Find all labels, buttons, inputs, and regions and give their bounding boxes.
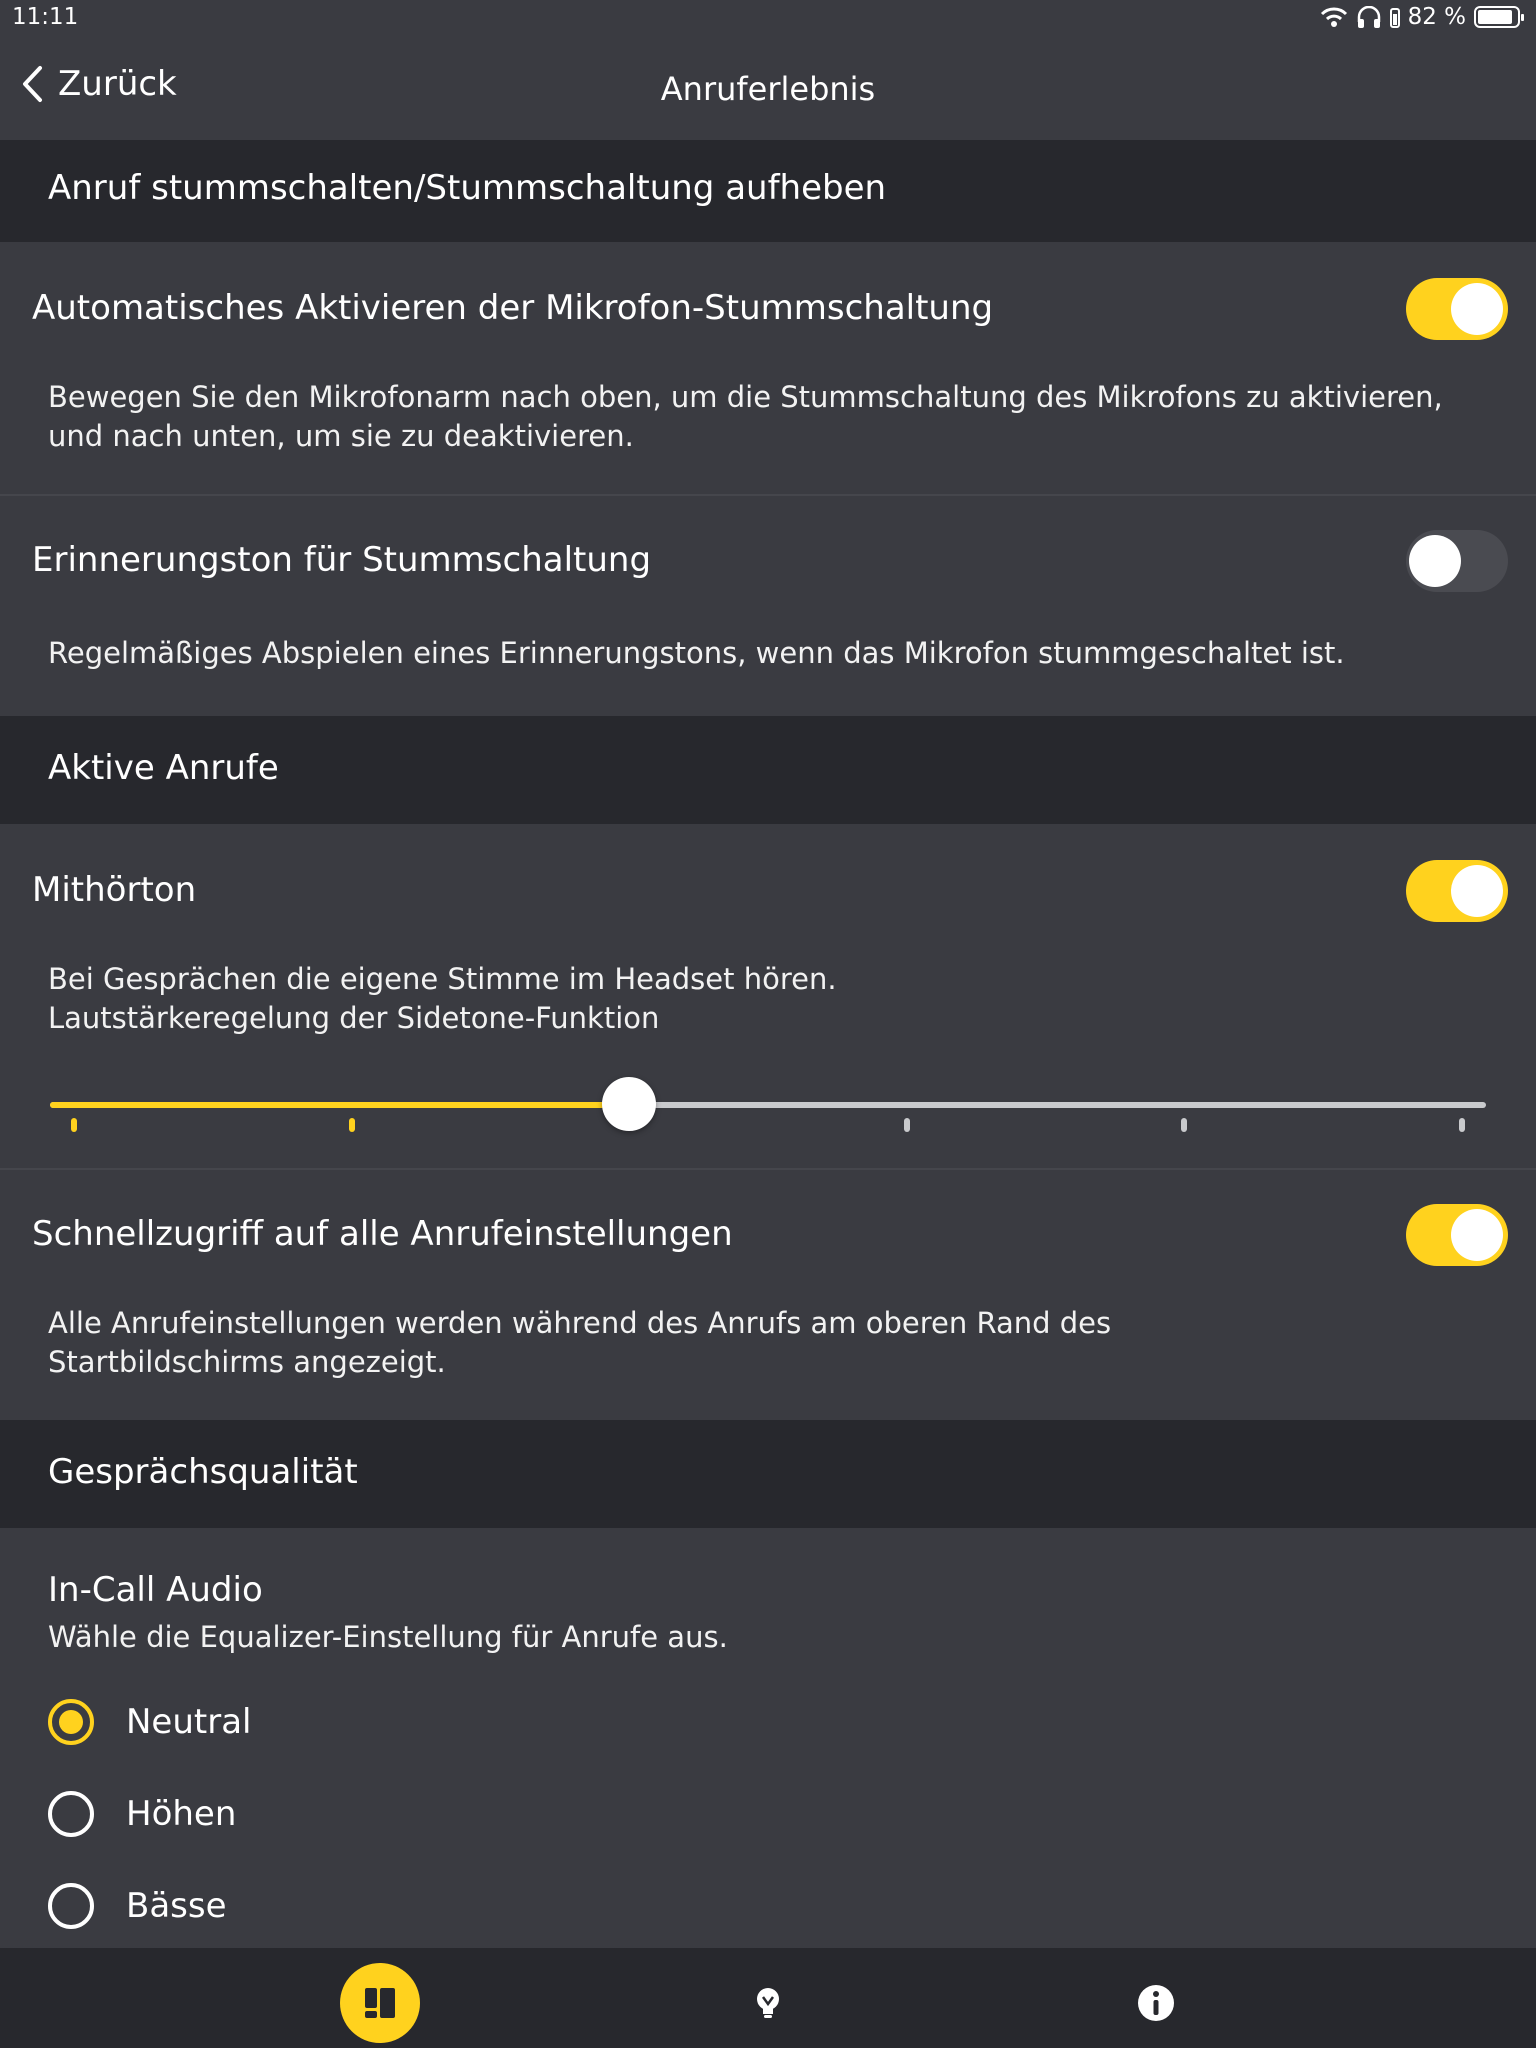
- toggle-knob: [1451, 283, 1503, 335]
- sidetone-toggle[interactable]: [1406, 860, 1508, 922]
- slider-tick: [1181, 1118, 1187, 1132]
- section-title: Gesprächsqualität: [48, 1452, 358, 1492]
- auto-mute-title: Automatisches Aktivieren der Mikrofon-Stummschaltung: [32, 288, 994, 328]
- radio-label: Höhen: [126, 1794, 237, 1834]
- description-line: Startbildschirms angezeigt.: [48, 1345, 446, 1379]
- radio-button[interactable]: [48, 1883, 94, 1929]
- radio-option-treble[interactable]: [48, 1791, 236, 1837]
- status-bar: [0, 0, 1536, 40]
- battery-percent: 82 %: [1407, 4, 1466, 30]
- back-label: Zurück: [58, 64, 177, 104]
- radio-label: Neutral: [126, 1702, 252, 1742]
- status-time: 11:11: [12, 4, 79, 30]
- quick-access-description: [48, 1304, 1468, 1382]
- section-title: Aktive Anrufe: [48, 748, 279, 788]
- tab-info[interactable]: [1116, 1963, 1196, 2043]
- radio-button[interactable]: [48, 1699, 94, 1745]
- wifi-icon: [1320, 6, 1348, 28]
- slider-tick: [349, 1118, 355, 1132]
- headphones-icon: [1356, 6, 1382, 28]
- tab-bar: [0, 1948, 1536, 2048]
- mute-reminder-toggle[interactable]: [1406, 530, 1508, 592]
- slider-thumb[interactable]: [602, 1077, 656, 1131]
- headset-battery-icon: [1390, 6, 1400, 28]
- divider: [0, 494, 1536, 496]
- in-call-audio-title: In-Call Audio: [48, 1570, 263, 1610]
- description-line: Bewegen Sie den Mikrofonarm nach oben, um die Stummschaltung des Mikrofons zu aktivieren,: [48, 380, 1443, 414]
- nav-bar: [0, 40, 1536, 140]
- description-line: und nach unten, um sie zu deaktivieren.: [48, 419, 634, 453]
- sidetone-description: [48, 960, 1468, 1038]
- toggle-knob: [1451, 1209, 1503, 1261]
- info-icon: [1136, 1983, 1176, 2023]
- slider-active-track: [50, 1102, 629, 1108]
- section-header-mute: [0, 140, 1536, 242]
- auto-mute-description: [48, 378, 1468, 456]
- dashboard-icon: [360, 1983, 400, 2023]
- radio-option-bass[interactable]: [48, 1883, 227, 1929]
- slider-tick: [71, 1118, 77, 1132]
- slider-tick: [904, 1118, 910, 1132]
- radio-label: Bässe: [126, 1886, 227, 1926]
- tab-tips[interactable]: [728, 1963, 808, 2043]
- description-line: Alle Anrufeinstellungen werden während des Anrufs am oberen Rand des: [48, 1306, 1112, 1340]
- divider: [0, 1168, 1536, 1170]
- slider-tick: [1459, 1118, 1465, 1132]
- radio-option-neutral[interactable]: [48, 1699, 252, 1745]
- lightbulb-icon: [748, 1983, 788, 2023]
- section-header-active-calls: [0, 716, 1536, 824]
- status-right: [1320, 4, 1520, 30]
- mute-reminder-title: Erinnerungston für Stummschaltung: [32, 540, 652, 580]
- battery-icon: [1474, 6, 1520, 28]
- in-call-audio-description: Wähle die Equalizer-Einstellung für Anrufe aus.: [48, 1620, 728, 1654]
- toggle-knob: [1451, 865, 1503, 917]
- tab-dashboard[interactable]: [340, 1963, 420, 2043]
- radio-button[interactable]: [48, 1791, 94, 1837]
- auto-mute-toggle[interactable]: [1406, 278, 1508, 340]
- mute-reminder-description: Regelmäßiges Abspielen eines Erinnerungstons, wenn das Mikrofon stummgeschaltet ist.: [48, 636, 1345, 670]
- sidetone-volume-slider[interactable]: [50, 1102, 1486, 1162]
- description-line: Bei Gesprächen die eigene Stimme im Headset hören.: [48, 962, 837, 996]
- sidetone-title: Mithörton: [32, 870, 197, 910]
- quick-access-title: Schnellzugriff auf alle Anrufeinstellungen: [32, 1214, 733, 1254]
- section-title: Anruf stummschalten/Stummschaltung aufheben: [48, 168, 887, 208]
- toggle-knob: [1409, 535, 1461, 587]
- page-title: Anruferlebnis: [660, 70, 876, 108]
- description-line: Lautstärkeregelung der Sidetone-Funktion: [48, 1001, 660, 1035]
- quick-access-toggle[interactable]: [1406, 1204, 1508, 1266]
- section-header-call-quality: [0, 1420, 1536, 1528]
